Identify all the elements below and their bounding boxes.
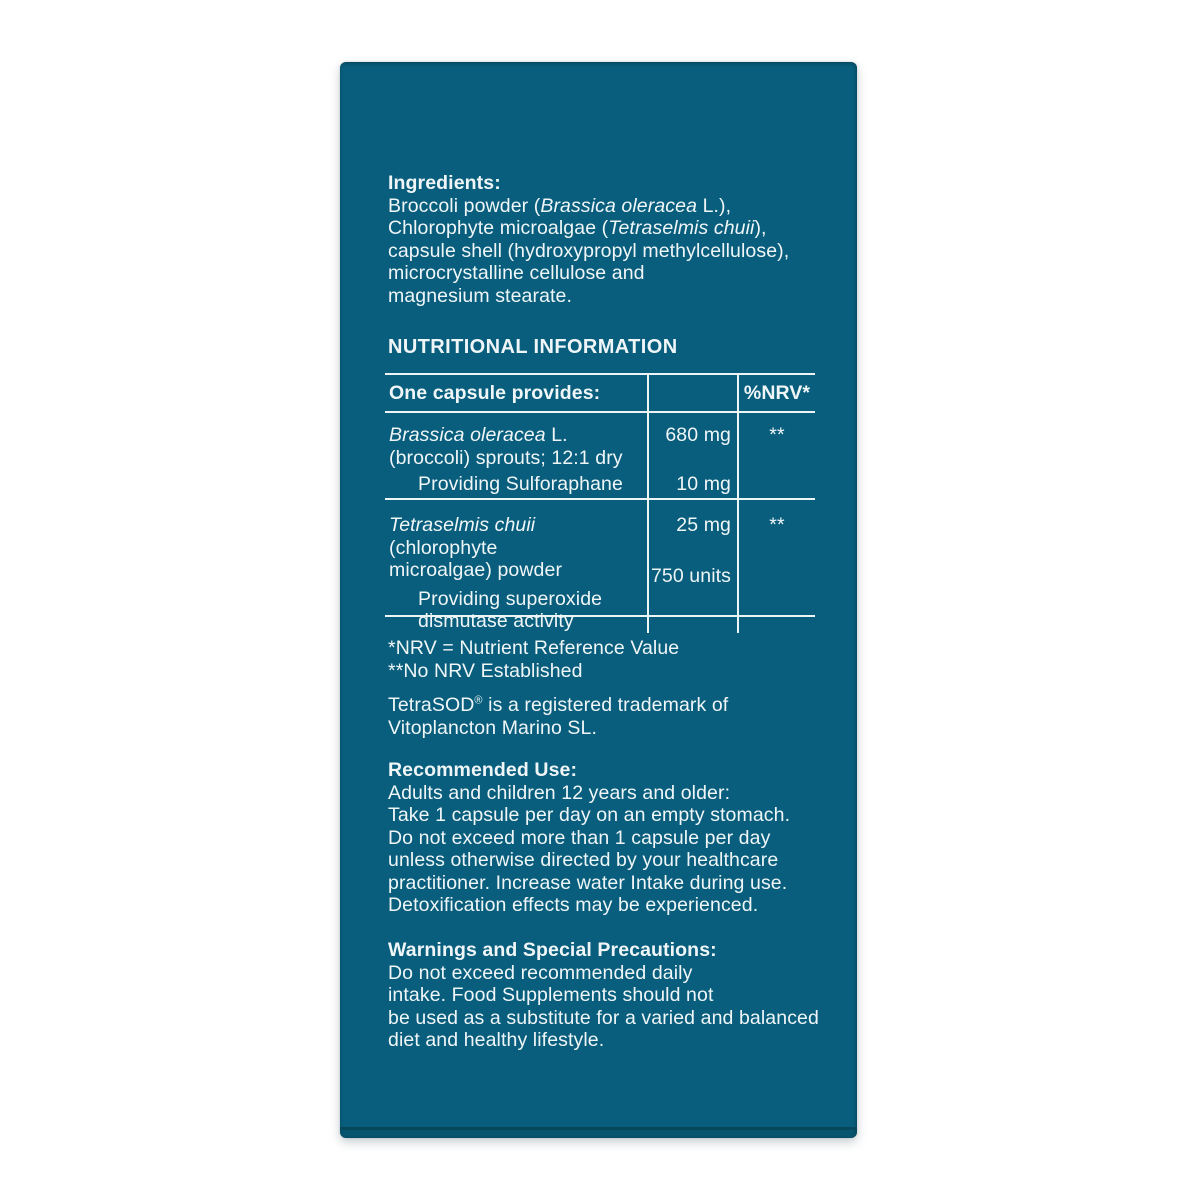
ingredients-line-5: magnesium stearate. [388, 284, 572, 307]
table-header-nrv: %NRV* [737, 375, 815, 411]
tetraselmis-amount-cell [647, 500, 737, 633]
warnings-section [388, 939, 819, 1052]
ingredients-line-1 [388, 195, 789, 218]
ingredients-line-2-species: Tetraselmis chuii [608, 217, 755, 239]
nutrition-table-header-row [385, 375, 815, 413]
ingredients-line-1-post: L.), [697, 194, 732, 217]
ingredients-heading: Ingredients: [388, 172, 501, 194]
tetraselmis-name-line-1 [389, 514, 647, 559]
trademark-rest: is a registered trademark of [482, 694, 729, 716]
tetraselmis-amount: 25 mg [676, 514, 731, 536]
ingredients-line-2 [388, 217, 789, 240]
recommended-use-line: Take 1 capsule per day on an empty stomach. [388, 804, 791, 826]
broccoli-sub-label: Providing Sulforaphane [418, 473, 623, 495]
trademark-note [388, 694, 728, 739]
recommended-use-line: Adults and children 12 years and older: [388, 781, 731, 804]
broccoli-name-line-2: (broccoli) sprouts; 12:1 dry [389, 446, 623, 469]
package-back-panel [340, 62, 857, 1138]
nutrition-heading: NUTRITIONAL INFORMATION [388, 336, 678, 358]
broccoli-species: Brassica oleracea [389, 424, 546, 446]
table-header-provides: One capsule provides: [389, 382, 601, 404]
broccoli-sub-amount: 10 mg [676, 473, 731, 495]
ingredients-line-2-post: ), [754, 217, 767, 239]
broccoli-name-line-1 [389, 424, 647, 447]
tetraselmis-name-cell [385, 500, 647, 633]
table-row-tetraselmis [385, 500, 815, 632]
tetraselmis-sub-label-line-1: Providing superoxide [418, 587, 603, 610]
table-row-broccoli [385, 413, 815, 500]
table-header-amount-empty [647, 375, 737, 411]
warnings-line: Do not exceed recommended daily [388, 961, 693, 984]
recommended-use-line: unless otherwise directed by your healthcare [388, 849, 779, 871]
ingredients-section [388, 172, 789, 307]
carton-fold-line [340, 1127, 857, 1138]
recommended-use-line: practitioner. Increase water Intake during use. [388, 871, 788, 894]
tetraselmis-sub-label-line-2: dismutase activity [418, 610, 574, 632]
ingredients-line-1-pre: Broccoli powder ( [388, 194, 541, 217]
broccoli-name-cell [385, 413, 647, 498]
registered-mark-icon: ® [474, 694, 483, 707]
ingredients-line-3: capsule shell (hydroxypropyl methylcellulose), [388, 239, 790, 262]
trademark-brand: TetraSOD [388, 694, 475, 716]
warnings-heading: Warnings and Special Precautions: [388, 939, 717, 961]
broccoli-nrv: ** [737, 413, 815, 498]
ingredients-line-2-pre: Chlorophyte microalgae ( [388, 217, 609, 239]
recommended-use-heading: Recommended Use: [388, 759, 578, 781]
nrv-footnotes [388, 637, 679, 682]
trademark-line-2: Vitoplancton Marino SL. [388, 716, 597, 739]
tetraselmis-species: Tetraselmis chuii [389, 514, 536, 536]
broccoli-amount-cell [647, 413, 737, 498]
warnings-line: diet and healthy lifestyle. [388, 1029, 605, 1051]
tetraselmis-sub-label [418, 588, 647, 633]
footnote-nrv-definition: *NRV = Nutrient Reference Value [388, 637, 680, 659]
warnings-line: be used as a substitute for a varied and balanced [388, 1006, 819, 1029]
recommended-use-line: Detoxification effects may be experienced. [388, 894, 759, 916]
warnings-line: intake. Food Supplements should not [388, 984, 714, 1006]
broccoli-amount: 680 mg [665, 424, 731, 446]
tetraselmis-name-rest: (chlorophyte [389, 536, 498, 559]
recommended-use-section [388, 759, 790, 917]
tetraselmis-name-line-2: microalgae) powder [389, 559, 563, 581]
ingredients-line-4: microcrystalline cellulose and [388, 262, 645, 284]
footnote-no-nrv: **No NRV Established [388, 659, 583, 682]
broccoli-name-rest: L. [545, 424, 568, 446]
trademark-line-1 [388, 694, 728, 717]
tetraselmis-nrv: ** [737, 500, 815, 633]
nutrition-table [385, 373, 815, 632]
ingredients-line-1-species: Brassica oleracea [540, 194, 698, 217]
recommended-use-line: Do not exceed more than 1 capsule per day [388, 826, 771, 849]
tetraselmis-sub-amount: 750 units [650, 565, 731, 587]
